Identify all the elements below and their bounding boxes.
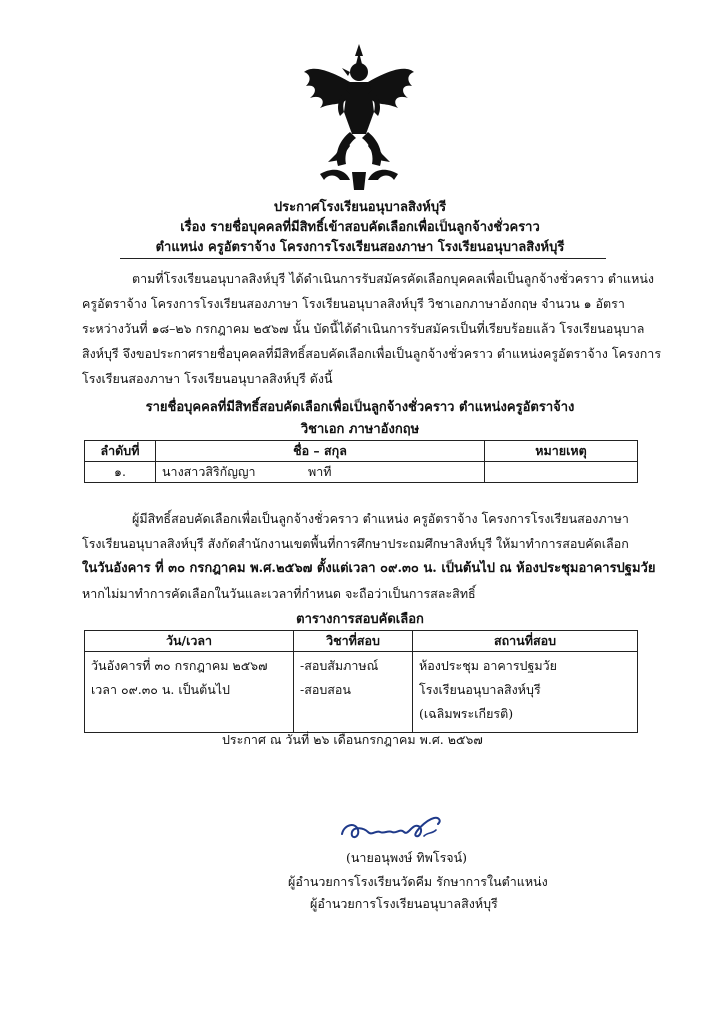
column-header: วิชาที่สอบ bbox=[294, 631, 413, 652]
announcement-title: ประกาศโรงเรียนอนุบาลสิงห์บุรี bbox=[273, 200, 447, 215]
notice-line: หากไม่มาทำการคัดเลือกในวันและเวลาที่กำหนด จะถือว่าเป็นการสละสิทธิ์ bbox=[82, 586, 476, 601]
column-header: ชื่อ – สกุล bbox=[156, 441, 485, 462]
subject-teaching: -สอบสอน bbox=[300, 682, 351, 697]
place-school: โรงเรียนอนุบาลสิงห์บุรี (เฉลิมพระเกียรติ) bbox=[419, 682, 541, 721]
intro-paragraph bbox=[82, 266, 662, 391]
column-header: วัน/เวลา bbox=[85, 631, 294, 652]
intro-line: ตามที่โรงเรียนอนุบาลสิงห์บุรี ได้ดำเนินการรับสมัครคัดเลือกบุคคลเพื่อเป็นลูกจ้างชั่วคราว ตำแหน่ง bbox=[132, 271, 654, 286]
announcement-date: ประกาศ ณ วันที่ ๒๖ เดือนกรกฎาคม พ.ศ. ๒๕๖๗ bbox=[222, 732, 483, 747]
header-divider bbox=[120, 258, 606, 259]
schedule-place bbox=[413, 652, 638, 733]
column-header: ลำดับที่ bbox=[85, 441, 156, 462]
notice-line: ผู้มีสิทธิ์สอบคัดเลือกเพื่อเป็นลูกจ้างชั่วคราว ตำแหน่ง ครูอัตราจ้าง โครงการโรงเรียนสองภาษา bbox=[132, 511, 629, 526]
place-room: ห้องประชุม อาคารปฐมวัย bbox=[419, 658, 557, 673]
signer-name: (นายอนุพงษ์ ทิพโรจน์) bbox=[346, 850, 468, 865]
signature-image bbox=[338, 810, 448, 850]
subject-interview: -สอบสัมภาษณ์ bbox=[300, 658, 379, 673]
list-subtitle: วิชาเอก ภาษาอังกฤษ bbox=[300, 422, 420, 437]
schedule-date: วันอังคารที่ ๓๐ กรกฎาคม ๒๕๖๗ bbox=[91, 658, 268, 673]
intro-line: ระหว่างวันที่ ๑๘–๒๖ กรกฎาคม ๒๕๖๗ นั้น บัดนี้ได้ดำเนินการรับสมัครเป็นที่เรียบร้อยแล้ว โรงเรียนอนุบาล bbox=[82, 321, 645, 336]
notice-line-bold: ในวันอังคาร ที่ ๓๐ กรกฎาคม พ.ศ.๒๕๖๗ ตั้งแต่เวลา ๐๙.๓๐ น. เป็นต้นไป ณ ห้องประชุมอาคารปฐมวัย bbox=[82, 561, 656, 576]
intro-line: ครูอัตราจ้าง โครงการโรงเรียนสองภาษา โรงเรียนอนุบาลสิงห์บุรี วิชาเอกภาษาอังกฤษ จำนวน ๑ อัตรา bbox=[82, 296, 625, 311]
notice-paragraph bbox=[82, 506, 656, 606]
last-name: พาที bbox=[308, 464, 332, 479]
candidate-table bbox=[84, 440, 638, 483]
signer-title: ผู้อำนวยการโรงเรียนอนุบาลสิงห์บุรี bbox=[310, 896, 498, 911]
table-header-row bbox=[85, 631, 638, 652]
note-cell bbox=[485, 462, 638, 483]
table-row bbox=[85, 462, 638, 483]
intro-line: สิงห์บุรี จึงขอประกาศรายชื่อบุคคลที่มีสิทธิ์สอบคัดเลือกเพื่อเป็นลูกจ้างชั่วคราว ตำแหน่งครูอัตราจ้าง โครงการ bbox=[82, 346, 662, 361]
first-name: นางสาวสิริกัญญา bbox=[162, 464, 256, 479]
table-header-row bbox=[85, 441, 638, 462]
schedule-title: ตารางการสอบคัดเลือก bbox=[296, 612, 424, 627]
table-row bbox=[85, 652, 638, 733]
schedule-time: เวลา ๐๙.๓๐ น. เป็นต้นไป bbox=[91, 682, 230, 697]
schedule-datetime bbox=[85, 652, 294, 733]
column-header: หมายเหตุ bbox=[485, 441, 638, 462]
schedule-subjects bbox=[294, 652, 413, 733]
garuda-emblem bbox=[300, 42, 418, 192]
column-header: สถานที่สอบ bbox=[413, 631, 638, 652]
notice-line: โรงเรียนอนุบาลสิงห์บุรี สังกัดสำนักงานเขตพื้นที่การศึกษาประถมศึกษาสิงห์บุรี ให้มาทำการสอบคัดเลือก bbox=[82, 536, 629, 551]
intro-line: โรงเรียนสองภาษา โรงเรียนอนุบาลสิงห์บุรี ดังนี้ bbox=[82, 371, 333, 386]
list-title: รายชื่อบุคคลที่มีสิทธิ์สอบคัดเลือกเพื่อเป็นลูกจ้างชั่วคราว ตำแหน่งครูอัตราจ้าง bbox=[145, 400, 575, 415]
schedule-table bbox=[84, 630, 638, 733]
candidate-name bbox=[156, 462, 485, 483]
announcement-position: ตำแหน่ง ครูอัตราจ้าง โครงการโรงเรียนสองภาษา โรงเรียนอนุบาลสิงห์บุรี bbox=[155, 240, 565, 255]
row-number: ๑. bbox=[85, 462, 156, 483]
announcement-subject: เรื่อง รายชื่อบุคคลที่มีสิทธิ์เข้าสอบคัดเลือกเพื่อเป็นลูกจ้างชั่วคราว bbox=[180, 220, 540, 235]
signer-title: ผู้อำนวยการโรงเรียนวัดคีม รักษาการในตำแหน่ง bbox=[288, 874, 548, 889]
